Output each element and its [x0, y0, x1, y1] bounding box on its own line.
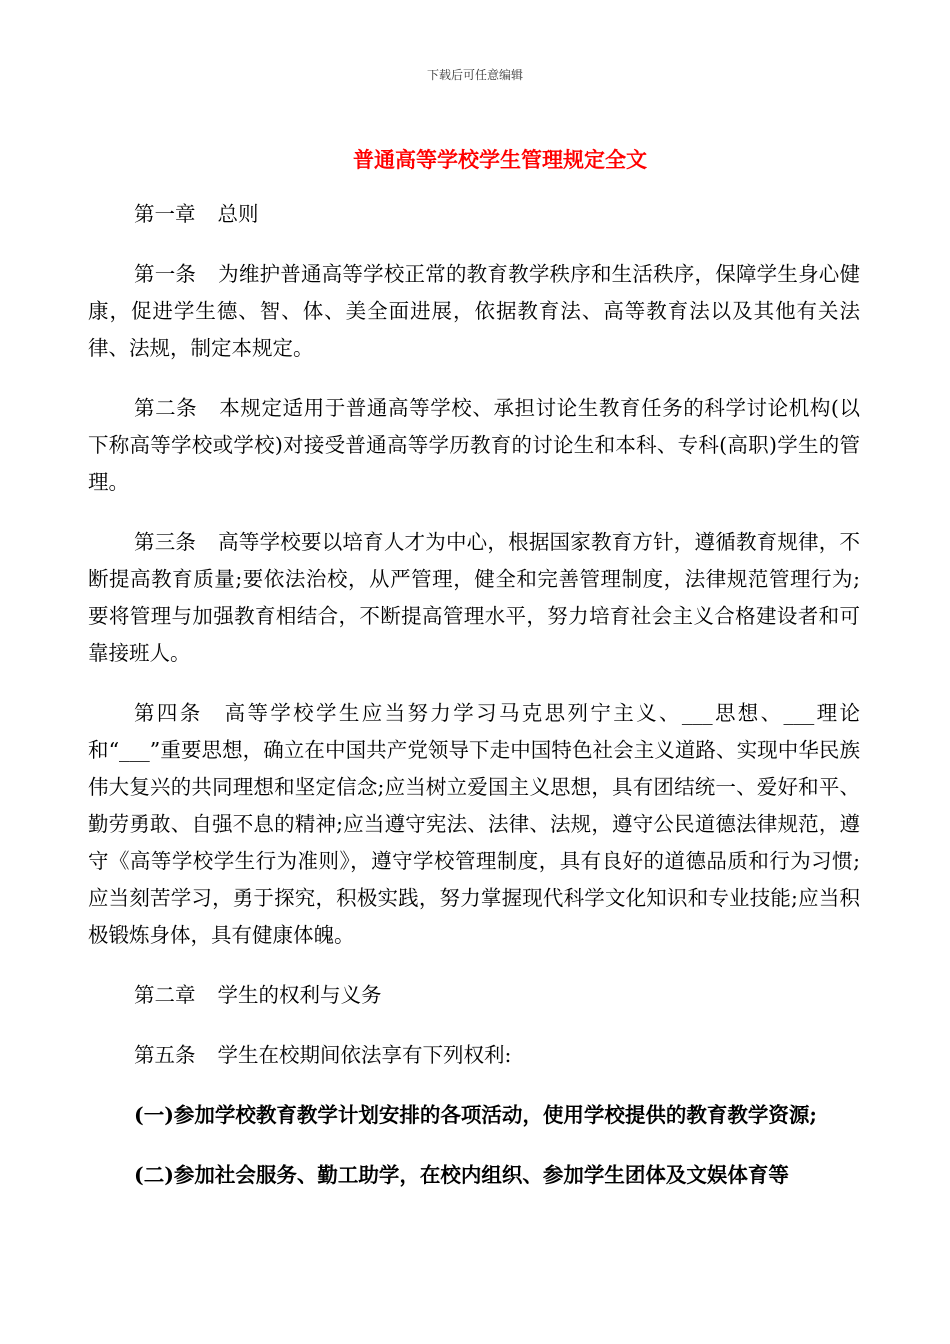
article-number: 第四条	[134, 701, 203, 725]
chapter-heading	[88, 977, 860, 1014]
article-text: 为维护普通高等学校正常的教育教学秩序和生活秩序，保障学生身心健康，促进学生德、智、体、美全面进展，依据教育法、高等教育法以及其他有关法律、法规，制定本规定。	[88, 262, 861, 360]
article-number: 第一条	[134, 262, 197, 286]
rights-list-item: (一)参加学校教育教学计划安排的各项活动，使用学校提供的教育教学资源;	[134, 1103, 817, 1127]
article-paragraph	[88, 695, 860, 954]
document-title: 普通高等学校学生管理规定全文	[353, 147, 647, 172]
article-paragraph	[88, 390, 860, 501]
article-text: 高等学校学生应当努力学习马克思列宁主义、___思想、___理论和“___”重要思想，确立在中国共产党领导下走中国特色社会主义道路、实现中华民族伟大复兴的共同理想和坚定信念;应当树立爱国主义思想，具有团结统一、爱好和平、勤劳勇敢、自强不息的精神;应当遵守宪法、法律、法规，遵守公民道德法律规范，遵守《高等学校学生行为准则》，遵守学校管理制度，具有良好的道德品质和行为习惯;应当刻苦学习，勇于探究，积极实践，努力掌握现代科学文化知识和专业技能;应当积极锻炼身体，具有健康体魄。	[88, 701, 861, 947]
chapter-number: 第二章	[134, 983, 196, 1007]
article-number: 第五条	[134, 1043, 196, 1067]
article-paragraph	[88, 524, 860, 672]
chapter-number: 第一章	[134, 202, 196, 226]
article-number: 第二条	[134, 396, 198, 420]
chapter-title: 总则	[217, 202, 259, 226]
chapter-heading	[88, 196, 860, 233]
article-text: 本规定适用于普通高等学校、承担讨论生教育任务的科学讨论机构(以下称高等学校或学校)对接受普通高等学历教育的讨论生和本科、专科(高职)学生的管理。	[88, 396, 861, 494]
document-body	[88, 196, 860, 1217]
article-paragraph	[88, 256, 860, 367]
article-paragraph	[88, 1037, 860, 1074]
rights-list-item: (二)参加社会服务、勤工助学，在校内组织、参加学生团体及文娱体育等	[134, 1163, 789, 1187]
article-text: 学生在校期间依法享有下列权利:	[217, 1043, 512, 1067]
header-note: 下载后可任意编辑	[426, 68, 523, 82]
chapter-title: 学生的权利与义务	[217, 983, 382, 1007]
article-number: 第三条	[134, 530, 197, 554]
article-text: 高等学校要以培育人才为中心，根据国家教育方针，遵循教育规律，不断提高教育质量;要依法治校，从严管理，健全和完善管理制度，法律规范管理行为;要将管理与加强教育相结合，不断提高管理水平，努力培育社会主义合格建设者和可靠接班人。	[88, 530, 861, 665]
